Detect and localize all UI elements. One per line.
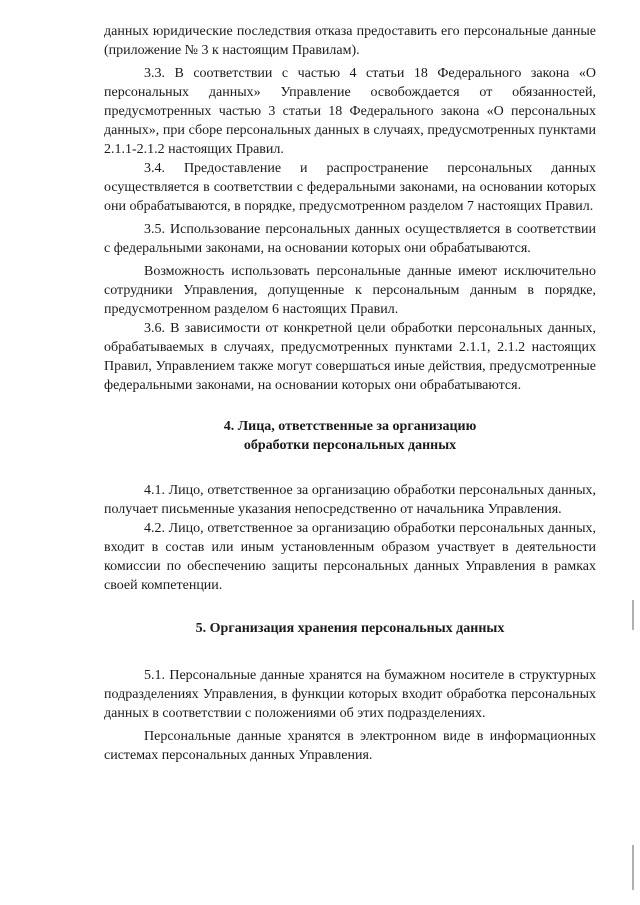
section-4-heading-line2: обработки персональных данных — [243, 438, 457, 453]
paragraph-intro: данных юридические последствия отказа предоставить его персональные данные (приложение № 3 к настоящим Правилам). — [104, 24, 596, 58]
document-page — [104, 22, 596, 765]
paragraph-4-2: 4.2. Лицо, ответственное за организацию обработки персональных данных, входит в состав или иным установленным образом участвует в деятельности комиссии по обеспечению защиты персональных данных Управления в рамках своей компетенции. — [104, 521, 596, 593]
paragraph-3-5: 3.5. Использование персональных данных осуществляется в соответствии с федеральными законами, на основании которых они обрабатываются. — [104, 222, 596, 256]
section-4-heading-line1: 4. Лица, ответственные за организацию — [223, 419, 477, 434]
scan-edge-mark — [632, 600, 634, 630]
section-4-heading — [104, 417, 596, 455]
paragraph-3-4: 3.4. Предоставление и распространение персональных данных осуществляется в соответствии с федеральными законами, на основании которых они обрабатываются, в порядке, предусмотренном разделом 7 настоящих Правил. — [104, 161, 596, 214]
paragraph-3-5-continued: Возможность использовать персональные данные имеют исключительно сотрудники Управления, допущенные к персональным данным в порядке, предусмотренном разделом 6 настоящих Правил. — [104, 264, 596, 317]
paragraph-4-1: 4.1. Лицо, ответственное за организацию обработки персональных данных, получает письменные указания непосредственно от начальника Управления. — [104, 483, 596, 517]
paragraph-5-1-continued: Персональные данные хранятся в электронном виде в информационных системах персональных данных Управления. — [104, 729, 596, 763]
scan-edge-mark-bottom — [632, 845, 634, 890]
paragraph-3-6: 3.6. В зависимости от конкретной цели обработки персональных данных, обрабатываемых в случаях, предусмотренных пунктами 2.1.1, 2.1.2 настоящих Правил, Управлением также могут совершаться иные действия, предусмотренные федеральными законами, на основании которых они обрабатываются. — [104, 321, 596, 393]
section-5-heading: 5. Организация хранения персональных данных — [195, 621, 505, 636]
paragraph-3-3: 3.3. В соответствии с частью 4 статьи 18 Федерального закона «О персональных данных» Управление освобождается от обязанностей, предусмотренных частью 3 статьи 18 Федерального закона «О персональных данных», при сборе персональных данных в случаях, предусмотренных пунктами 2.1.1-2.1.2 настоящих Правил. — [104, 66, 596, 157]
paragraph-5-1: 5.1. Персональные данные хранятся на бумажном носителе в структурных подразделениях Управления, в функции которых входит обработка персональных данных в соответствии с положениями об этих подразделениях. — [104, 668, 596, 721]
